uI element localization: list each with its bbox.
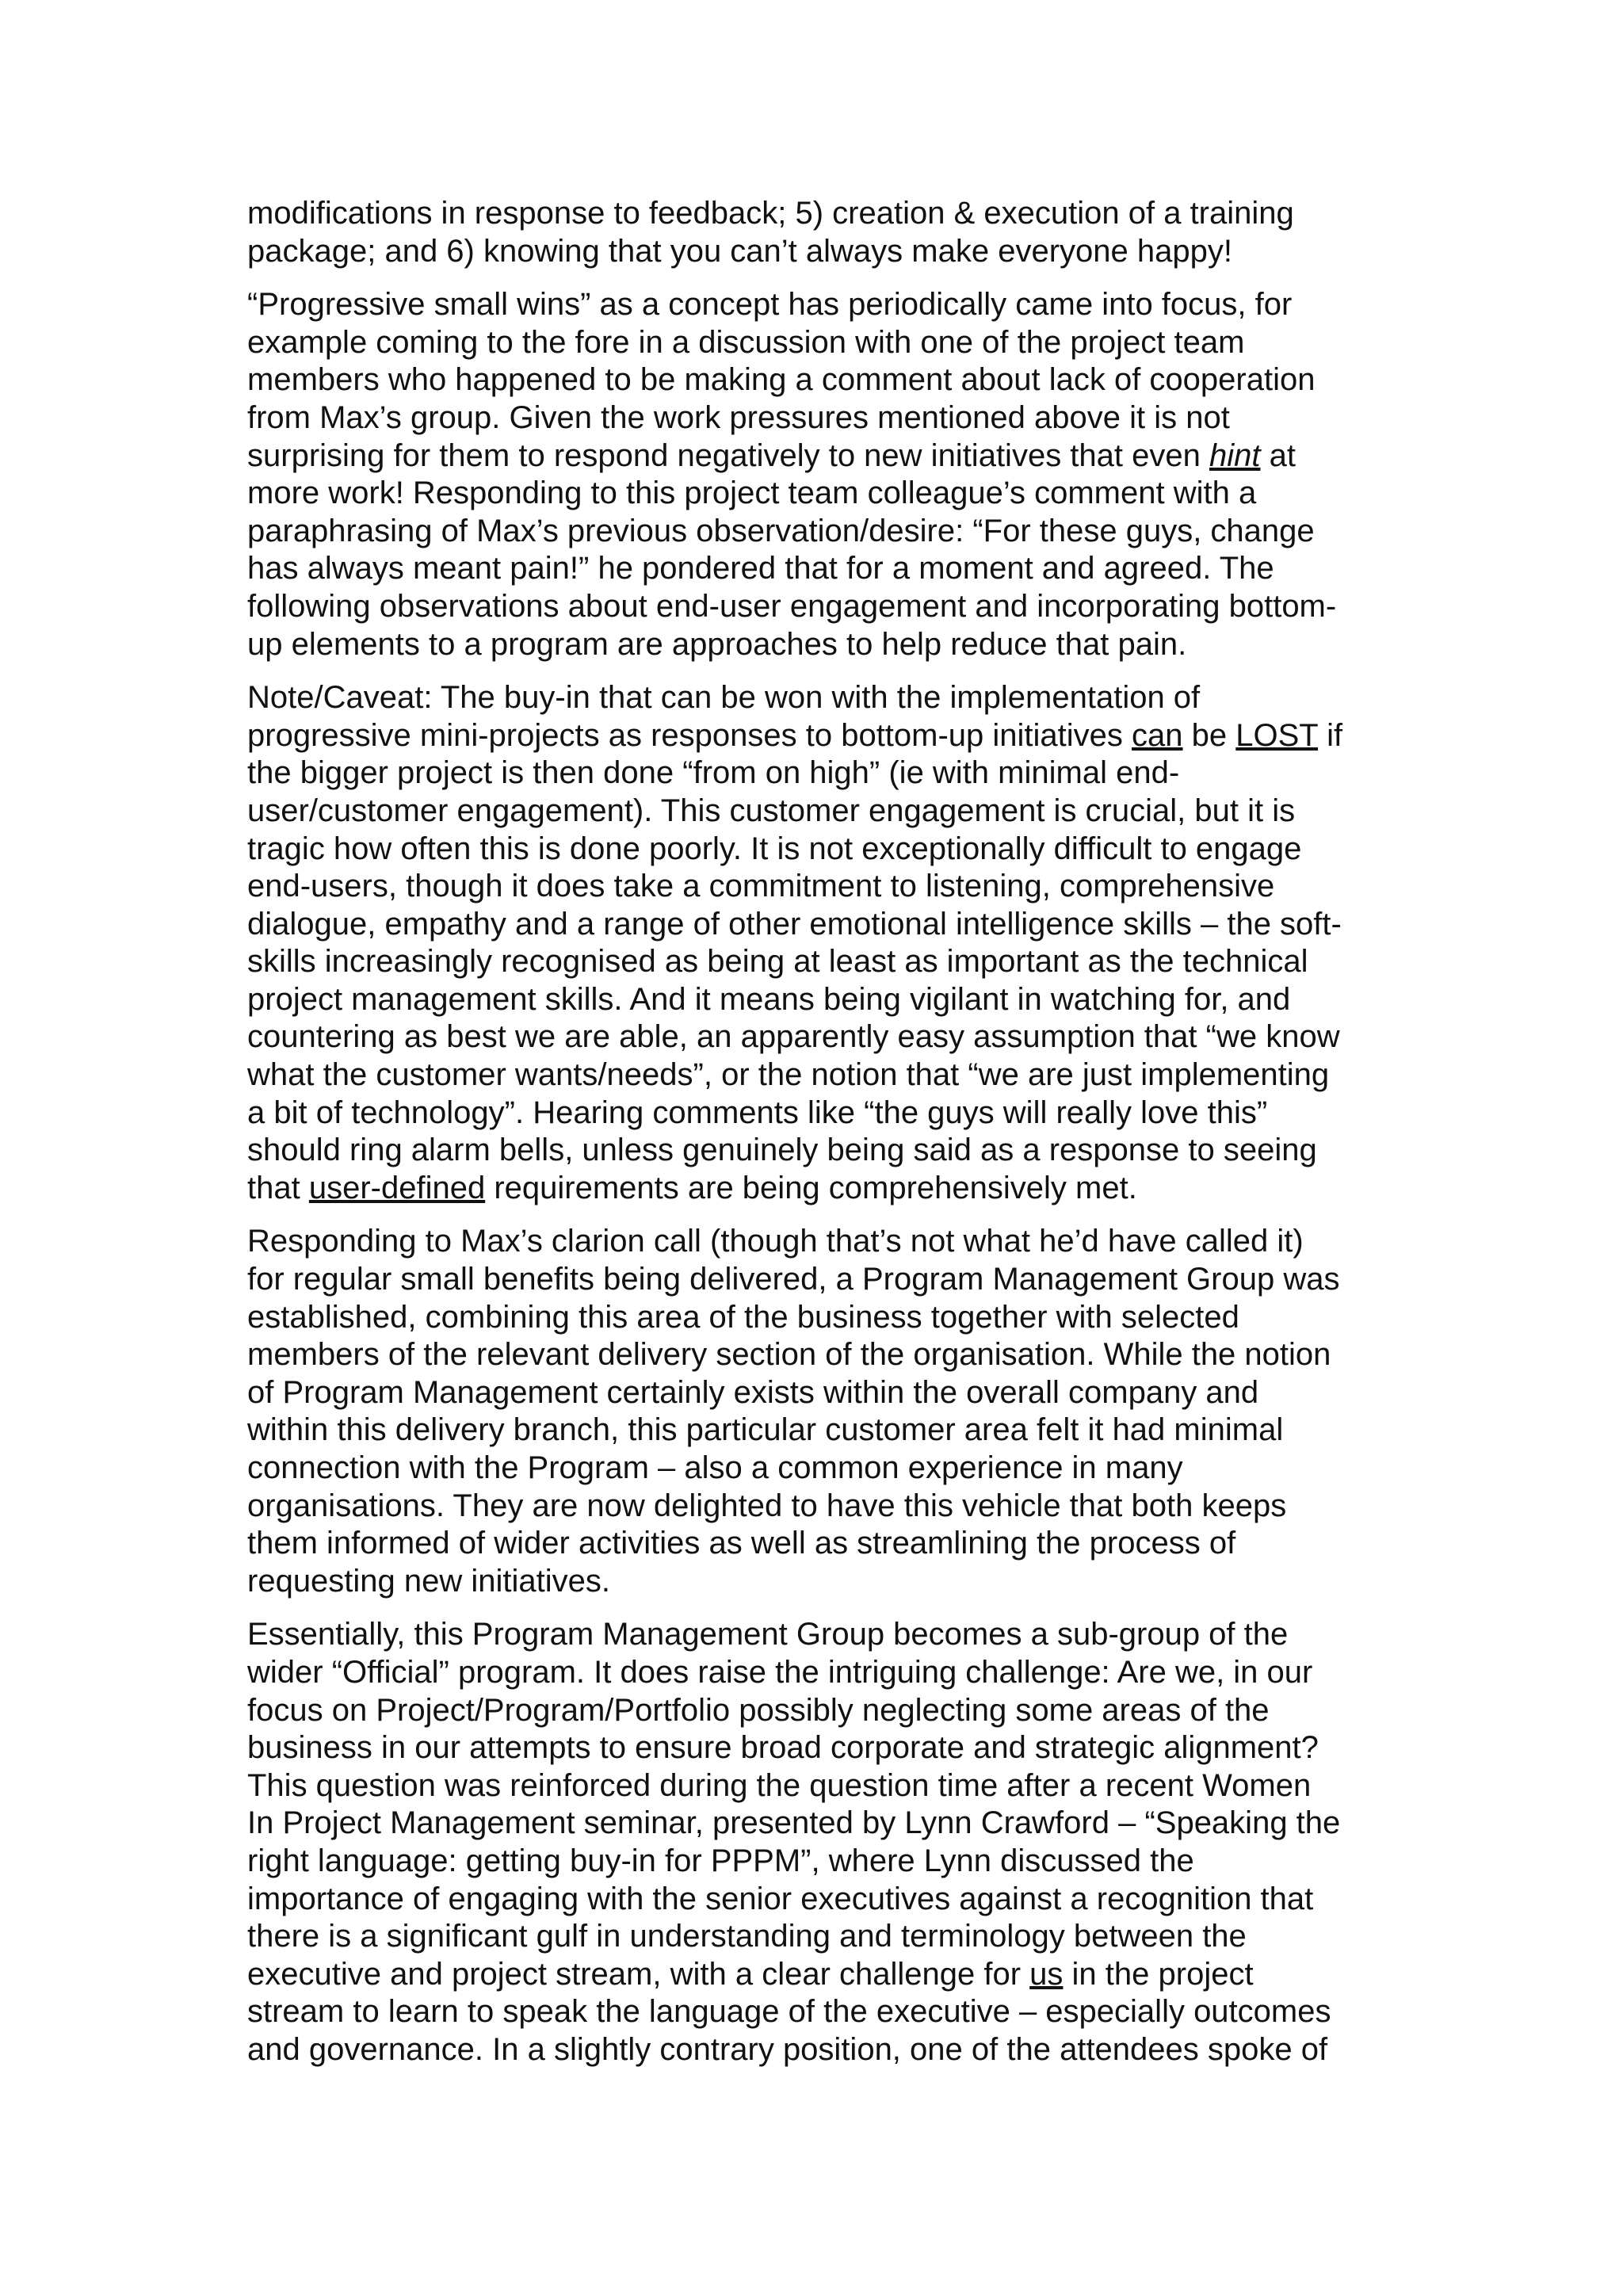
text-line	[247, 831, 1388, 869]
text-line	[247, 1918, 1388, 1956]
emphasized-text: hint	[1209, 437, 1261, 473]
body-text	[247, 195, 1388, 2085]
text-run: them informed of wider activities as well as streamlining the process of	[247, 1526, 1236, 1561]
text-line	[247, 1223, 1388, 1261]
paragraph	[247, 1223, 1388, 1600]
text-run: dialogue, empathy and a range of other emotional intelligence skills – the soft-	[247, 906, 1342, 942]
text-run: up elements to a program are approaches to help reduce that pain.	[247, 626, 1187, 662]
text-line	[247, 588, 1388, 626]
text-run: end-users, though it does take a commitment to listening, comprehensive	[247, 869, 1275, 904]
text-run: if	[1318, 717, 1343, 753]
text-run: requirements are being comprehensively met.	[485, 1170, 1137, 1205]
text-run: tragic how often this is done poorly. It is not exceptionally difficult to engage	[247, 831, 1302, 866]
text-line	[247, 286, 1388, 324]
emphasized-text: us	[1029, 1956, 1064, 1992]
text-line	[247, 1616, 1388, 1654]
text-line	[247, 195, 1388, 233]
text-run: for regular small benefits being delivered, a Program Management Group was	[247, 1262, 1340, 1297]
text-run: example coming to the fore in a discussion with one of the project team	[247, 324, 1245, 360]
paragraph	[247, 1616, 1388, 2069]
text-run: following observations about end-user engagement and incorporating bottom-	[247, 588, 1337, 624]
paragraph	[247, 195, 1388, 270]
text-line	[247, 981, 1388, 1019]
text-run: executive and project stream, with a clear challenge for	[247, 1956, 1030, 1992]
emphasized-text: can	[1132, 717, 1183, 753]
text-run: surprising for them to respond negatively to new initiatives that even	[247, 437, 1209, 473]
text-run: should ring alarm bells, unless genuinely being said as a response to seeing	[247, 1133, 1317, 1168]
text-line	[247, 1525, 1388, 1563]
emphasized-text: LOST	[1235, 717, 1319, 753]
text-line	[247, 1729, 1388, 1767]
text-line	[247, 1299, 1388, 1337]
text-run: user/customer engagement). This customer engagement is crucial, but it is	[247, 793, 1296, 828]
text-run: project management skills. And it means being vigilant in watching for, and	[247, 981, 1291, 1017]
text-line	[247, 550, 1388, 588]
text-run: what the customer wants/needs”, or the notion that “we are just implementing	[247, 1057, 1330, 1093]
text-run: has always meant pain!” he pondered that for a moment and agreed. The	[247, 551, 1274, 586]
text-line	[247, 1132, 1388, 1170]
text-line	[247, 475, 1388, 513]
text-line	[247, 233, 1388, 271]
text-line	[247, 1843, 1388, 1881]
text-line	[247, 1056, 1388, 1095]
text-run: package; and 6) knowing that you can’t always make everyone happy!	[247, 233, 1232, 269]
text-run: established, combining this area of the business together with selected	[247, 1299, 1239, 1335]
text-run: within this delivery branch, this particular customer area felt it had minimal	[247, 1412, 1284, 1448]
text-run: wider “Official” program. It does raise the intriguing challenge: Are we, in our	[247, 1654, 1313, 1690]
text-line	[247, 1336, 1388, 1374]
text-run: members who happened to be making a comment about lack of cooperation	[247, 362, 1316, 398]
text-run: there is a significant gulf in understanding and terminology between the	[247, 1919, 1247, 1954]
text-run: focus on Project/Program/Portfolio possibly neglecting some areas of the	[247, 1692, 1270, 1728]
text-line	[247, 906, 1388, 944]
text-line	[247, 361, 1388, 399]
text-line	[247, 1692, 1388, 1730]
text-run: in the project	[1063, 1956, 1254, 1992]
paragraph	[247, 679, 1388, 1207]
text-run: paraphrasing of Max’s previous observation/desire: “For these guys, change	[247, 513, 1315, 548]
text-line	[247, 868, 1388, 906]
text-run: This question was reinforced during the question time after a recent Women	[247, 1767, 1312, 1803]
text-line	[247, 1881, 1388, 1919]
text-line	[247, 1170, 1388, 1208]
text-run: the bigger project is then done “from on high” (ie with minimal end-	[247, 755, 1180, 791]
text-run: requesting new initiatives.	[247, 1563, 611, 1599]
text-run: that	[247, 1170, 309, 1205]
text-run: at	[1260, 437, 1296, 473]
text-run: of Program Management certainly exists within the overall company and	[247, 1374, 1259, 1410]
text-line	[247, 1018, 1388, 1056]
text-line	[247, 1805, 1388, 1843]
text-line	[247, 679, 1388, 717]
text-run: countering as best we are able, an apparently easy assumption that “we know	[247, 1019, 1340, 1055]
text-line	[247, 437, 1388, 476]
text-run: from Max’s group. Given the work pressures mentioned above it is not	[247, 399, 1230, 435]
text-line	[247, 324, 1388, 362]
text-line	[247, 1767, 1388, 1805]
text-run: connection with the Program – also a common experience in many	[247, 1450, 1183, 1485]
text-line	[247, 717, 1388, 755]
text-run: Essentially, this Program Management Group becomes a sub-group of the	[247, 1617, 1289, 1652]
paragraph	[247, 286, 1388, 663]
text-line	[247, 1261, 1388, 1299]
text-run: Note/Caveat: The buy-in that can be won with the implementation of	[247, 680, 1201, 716]
text-run: members of the relevant delivery section of the organisation. While the notion	[247, 1337, 1331, 1373]
text-line	[247, 1412, 1388, 1450]
text-line	[247, 1095, 1388, 1133]
text-line	[247, 1563, 1388, 1601]
text-run: skills increasingly recognised as being at least as important as the technical	[247, 944, 1308, 980]
text-run: more work! Responding to this project team colleague’s comment with a	[247, 476, 1257, 511]
text-line	[247, 755, 1388, 793]
text-run: business in our attempts to ensure broad corporate and strategic alignment?	[247, 1730, 1319, 1766]
text-line	[247, 793, 1388, 831]
text-line	[247, 1450, 1388, 1488]
text-line	[247, 513, 1388, 551]
text-run: right language: getting buy-in for PPPM”, where Lynn discussed the	[247, 1843, 1194, 1878]
text-run: modifications in response to feedback; 5) creation & execution of a training	[247, 196, 1294, 231]
text-line	[247, 1374, 1388, 1412]
text-run: progressive mini-projects as responses to bottom-up initiatives	[247, 717, 1132, 753]
text-line	[247, 626, 1388, 664]
text-run: Responding to Max’s clarion call (though that’s not what he’d have called it)	[247, 1224, 1304, 1259]
text-line	[247, 1488, 1388, 1526]
text-run: In Project Management seminar, presented by Lynn Crawford – “Speaking the	[247, 1805, 1341, 1841]
text-run: “Progressive small wins” as a concept has periodically came into focus, for	[247, 287, 1293, 323]
text-line	[247, 1956, 1388, 1994]
text-run: and governance. In a slightly contrary position, one of the attendees spoke of	[247, 2031, 1328, 2067]
text-line	[247, 399, 1388, 437]
text-run: stream to learn to speak the language of the executive – especially outcomes	[247, 1994, 1331, 2030]
text-line	[247, 2031, 1388, 2069]
text-run: importance of engaging with the senior executives against a recognition that	[247, 1881, 1314, 1916]
text-run: be	[1182, 717, 1236, 753]
text-run: a bit of technology”. Hearing comments like “the guys will really love this”	[247, 1095, 1268, 1130]
text-line	[247, 1993, 1388, 2031]
emphasized-text: user-defined	[308, 1170, 486, 1205]
text-line	[247, 1654, 1388, 1692]
text-run: organisations. They are now delighted to have this vehicle that both keeps	[247, 1488, 1287, 1523]
text-line	[247, 943, 1388, 981]
